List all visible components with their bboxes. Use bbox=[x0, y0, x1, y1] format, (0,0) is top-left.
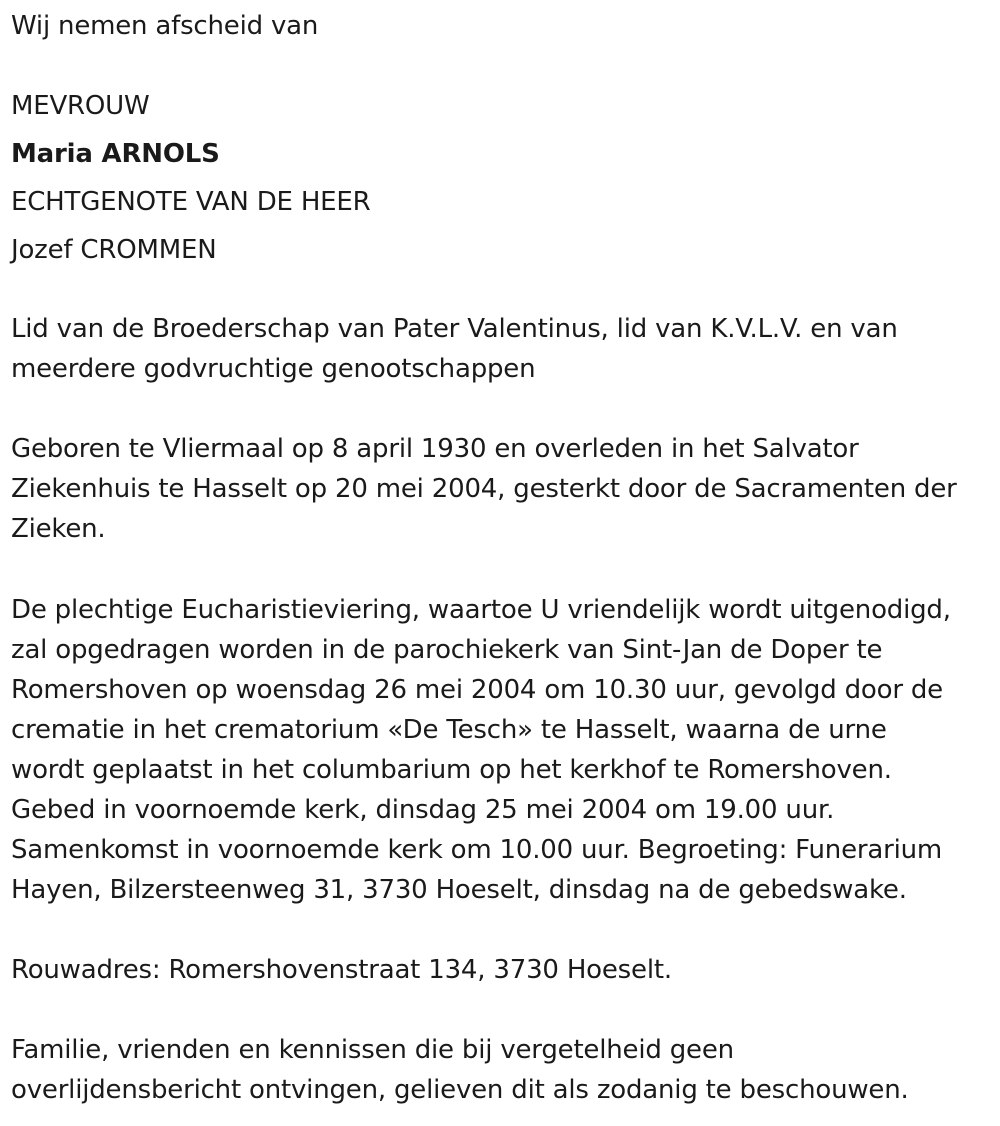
ceremony-line: Gebed in voornoemde kerk, dinsdag 25 mei 2004 om 19.00 uur. bbox=[11, 795, 835, 825]
title-prefix: MEVROUW bbox=[11, 91, 150, 121]
membership-paragraph: Lid van de Broederschap van Pater Valentinus, lid van K.V.L.V. en van meerdere godvruchtige genootschappen bbox=[11, 314, 898, 384]
closing-line: Familie, vrienden en kennissen die bij vergetelheid geen bbox=[11, 1035, 734, 1065]
closing-line: overlijdensbericht ontvingen, gelieven dit als zodanig te beschouwen. bbox=[11, 1075, 909, 1105]
birth-death-paragraph: Geboren te Vliermaal op 8 april 1930 en overleden in het Salvator Ziekenhuis te Hasselt op 20 mei 2004, gesterkt door de Sacramenten der Zieken. bbox=[11, 434, 957, 544]
ceremony-line: Hayen, Bilzersteenweg 31, 3730 Hoeselt, dinsdag na de gebedswake. bbox=[11, 875, 907, 905]
mourning-address: Rouwadres: Romershovenstraat 134, 3730 Hoeselt. bbox=[11, 955, 672, 985]
ceremony-line: Samenkomst in voornoemde kerk om 10.00 uur. Begroeting: Funerarium bbox=[11, 835, 943, 865]
ceremony-line: Romershoven op woensdag 26 mei 2004 om 10.30 uur, gevolgd door de bbox=[11, 675, 943, 705]
intro-text: Wij nemen afscheid van bbox=[11, 11, 319, 41]
spouse-name: Jozef CROMMEN bbox=[11, 235, 217, 265]
relation-text: ECHTGENOTE VAN DE HEER bbox=[11, 187, 371, 217]
ceremony-line: zal opgedragen worden in de parochiekerk van Sint-Jan de Doper te bbox=[11, 635, 883, 665]
ceremony-line: wordt geplaatst in het columbarium op het kerkhof te Romershoven. bbox=[11, 755, 892, 785]
deceased-name: Maria ARNOLS bbox=[11, 139, 220, 169]
ceremony-line: crematie in het crematorium «De Tesch» te Hasselt, waarna de urne bbox=[11, 715, 887, 745]
ceremony-line: De plechtige Eucharistieviering, waartoe U vriendelijk wordt uitgenodigd, bbox=[11, 595, 951, 625]
